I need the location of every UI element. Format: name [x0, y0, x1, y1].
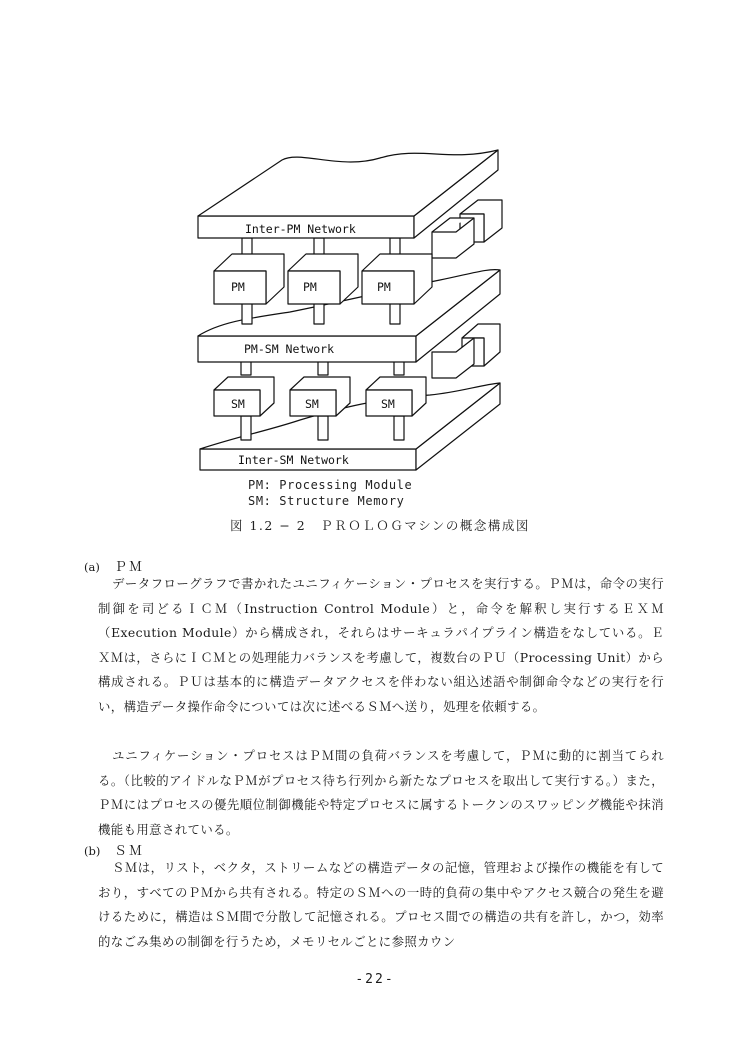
section-marker: (b) [84, 844, 101, 858]
pm-module-label: PM [231, 280, 245, 294]
figure-caption: 図 1.2 − 2 ＰＲＯＬＯＧマシンの概念構成図 [230, 518, 530, 533]
section-title: ＰＭ [114, 560, 145, 575]
sm-paragraph-1: ＳＭは，リスト，ベクタ，ストリームなどの構造データの記憶，管理および操作の機能を有しており，すべてのＰＭから共有される。特定のＳＭへの一時的負荷の集中やアクセス競合の発生を避けるために，構造はＳＭ間で分散して記憶される。プロセス間での構造の共有を許し，かつ，効率的なごみ集めの制御を行うため，メモリセルごとに参照カウン [98, 860, 664, 949]
pm-module-label: PM [303, 280, 317, 294]
page-number: -22- [355, 972, 395, 987]
sm-module-label: SM [381, 397, 395, 411]
legend-sm: SM: Structure Memory [248, 494, 405, 508]
section-marker: (a) [84, 560, 100, 574]
pm-paragraph-2: ユニフィケーション・プロセスはＰＭ間の負荷バランスを考慮して，ＰＭに動的に割当てられる。（比較的アイドルなＰＭがプロセス待ち行列から新たなプロセスを取出して実行する。）また，ＰＭにはプロセスの優先順位制御機能や特定プロセスに属するトークンのスワッピング機能や抹消機能も用意されている。 [98, 748, 664, 837]
inter-pm-network-label: Inter-PM Network [245, 222, 356, 236]
prolog-machine-diagram [0, 0, 750, 480]
pm-module-label: PM [377, 280, 391, 294]
section-title: ＳＭ [114, 844, 145, 859]
sm-module-label: SM [231, 397, 245, 411]
legend-pm: PM: Processing Module [248, 478, 413, 492]
pm-modules [214, 238, 432, 324]
pm-sm-network-label: PM-SM Network [244, 342, 335, 356]
pm-paragraph-1: データフローグラフで書かれたユニフィケーション・プロセスを実行する。ＰＭは，命令の実行制御を司どるＩＣＭ（Instruction Control Module）と，命令を解釈し実行するＥＸＭ（Execution Module）から構成され，それらはサーキュラパイプライン構造をなしている。ＥＸＭは，さらにＩＣＭとの処理能力バランスを考慮して，複数台のＰＵ（Processing Unit）から構成される。ＰＵは基本的に構造データアクセスを伴わない組込述語や制御命令などの実行を行い，構造データ操作命令については次に述べるＳＭへ送り，処理を依頼する。 [98, 576, 664, 714]
inter-sm-network-label: Inter-SM Network [238, 453, 349, 467]
sm-module-label: SM [305, 397, 319, 411]
